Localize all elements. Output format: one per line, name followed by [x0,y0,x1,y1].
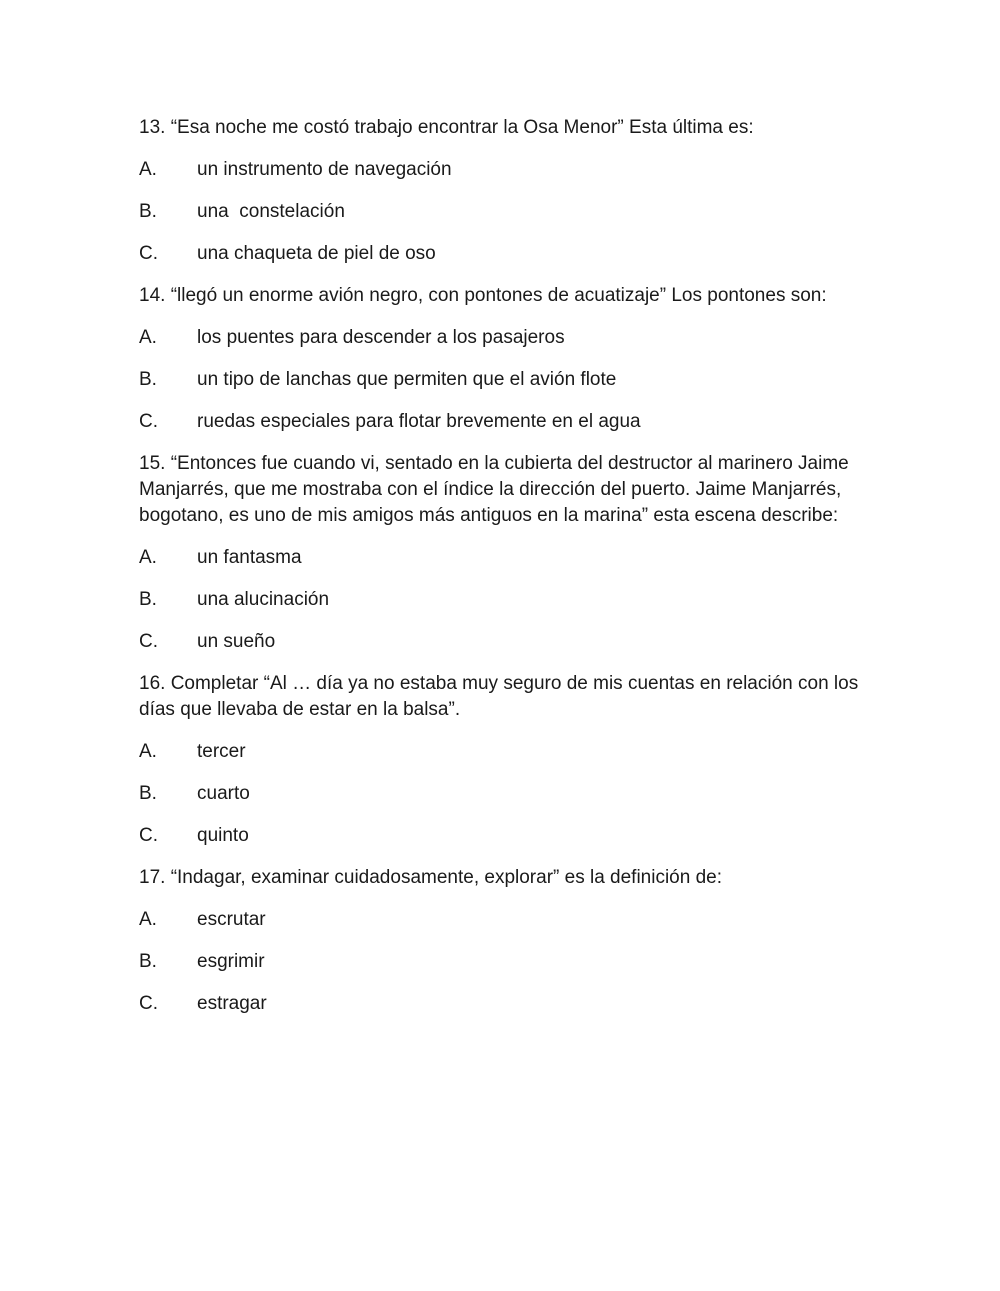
option-b [139,949,859,975]
option-c [139,241,859,267]
option-letter: B. [139,951,157,972]
option-c [139,991,859,1017]
question-block-15 [139,451,859,655]
document-page [139,115,859,1033]
option-letter: C. [139,243,158,264]
option-b [139,587,859,613]
option-letter: A. [139,159,157,180]
option-letter: B. [139,369,157,390]
option-letter: A. [139,327,157,348]
option-a [139,325,859,351]
question-16-options [139,739,859,849]
option-letter: C. [139,411,158,432]
question-16-text: 16. Completar “Al … día ya no estaba muy seguro de mis cuentas en relación con los días que llevaba de estar en la balsa”. [139,673,859,720]
option-letter: A. [139,909,157,930]
option-letter: B. [139,783,157,804]
option-c [139,409,859,435]
option-text: un tipo de lanchas que permiten que el avión flote [197,369,617,390]
question-14-options [139,325,859,435]
option-text: un instrumento de navegación [197,159,452,180]
question-14-text: 14. “llegó un enorme avión negro, con pontones de acuatizaje” Los pontones son: [139,285,827,306]
option-text: un fantasma [197,547,302,568]
option-a [139,907,859,933]
option-a [139,157,859,183]
option-letter: A. [139,547,157,568]
question-block-16 [139,671,859,849]
option-text: quinto [197,825,249,846]
option-text: una alucinación [197,589,330,610]
option-a [139,545,859,571]
option-text: un sueño [197,631,276,652]
option-letter: C. [139,993,158,1014]
question-15-text: 15. “Entonces fue cuando vi, sentado en la cubierta del destructor al marinero Jaime Manjarrés, que me mostraba con el índice la dirección del puerto. Jaime Manjarrés, bogotano, es uno de mis amigos más antiguos en la marina” esta escena describe: [139,453,849,526]
option-a [139,739,859,765]
option-text: escrutar [197,909,266,930]
option-letter: C. [139,631,158,652]
question-13-options [139,157,859,267]
option-letter: C. [139,825,158,846]
option-letter: B. [139,201,157,222]
question-15-options [139,545,859,655]
option-c [139,823,859,849]
question-17-text: 17. “Indagar, examinar cuidadosamente, explorar” es la definición de: [139,867,723,888]
option-b [139,199,859,225]
question-block-13 [139,115,859,267]
option-letter: A. [139,741,157,762]
question-17-options [139,907,859,1017]
question-13-text: 13. “Esa noche me costó trabajo encontrar la Osa Menor” Esta última es: [139,117,754,138]
option-text: estragar [197,993,267,1014]
option-letter: B. [139,589,157,610]
option-text: una chaqueta de piel de oso [197,243,436,264]
option-text: cuarto [197,783,250,804]
option-text: una constelación [197,201,345,222]
question-block-14 [139,283,859,435]
question-block-17 [139,865,859,1017]
option-text: ruedas especiales para flotar brevemente en el agua [197,411,641,432]
option-text: los puentes para descender a los pasajeros [197,327,565,348]
option-c [139,629,859,655]
option-b [139,781,859,807]
option-text: tercer [197,741,246,762]
option-text: esgrimir [197,951,265,972]
option-b [139,367,859,393]
